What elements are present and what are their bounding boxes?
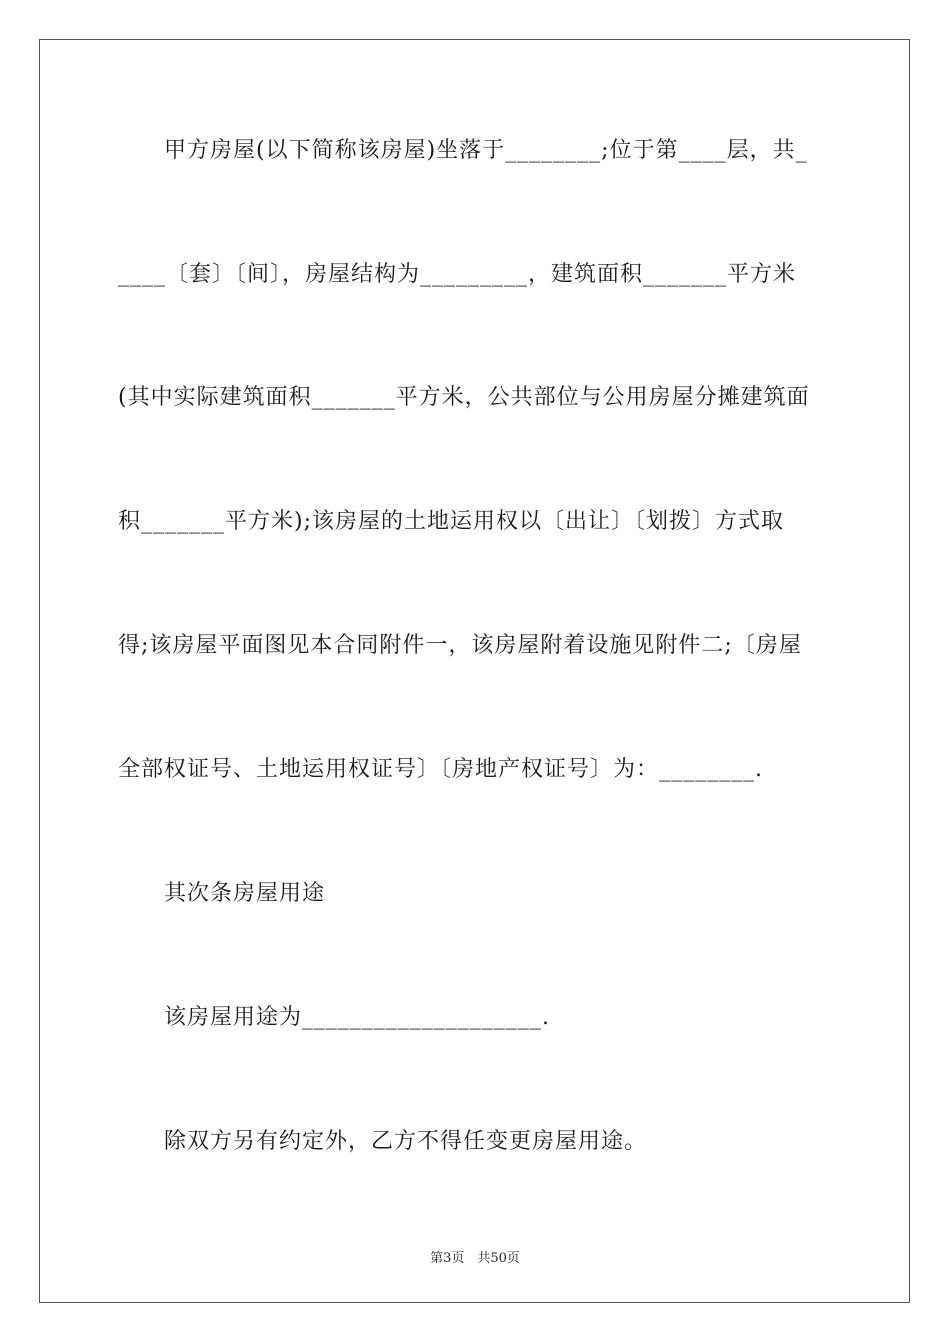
paragraph-line-4: 积_______平方米);该房屋的土地运用权以〔出让〕〔划拨〕方式取 — [118, 509, 784, 534]
paragraph-line-6: 全部权证号、土地运用权证号〕〔房地产权证号〕为：________. — [118, 757, 763, 782]
paragraph-line-2: ____〔套〕〔间〕，房屋结构为_________，建筑面积_______平方米 — [118, 262, 797, 287]
page-frame — [39, 39, 910, 1303]
section-heading: 其次条房屋用途 — [164, 881, 326, 906]
paragraph-line-1: 甲方房屋(以下简称该房屋)坐落于________;位于第____层，共_ — [164, 138, 808, 163]
restriction-line: 除双方另有约定外，乙方不得任变更房屋用途。 — [164, 1129, 648, 1154]
page-footer: 第3页 共50页 — [430, 1251, 520, 1266]
paragraph-line-5: 得;该房屋平面图见本合同附件一，该房屋附着设施见附件二;〔房屋 — [118, 633, 802, 658]
usage-line: 该房屋用途为____________________. — [164, 1005, 550, 1030]
paragraph-line-3: (其中实际建筑面积_______平方米，公共部位与公用房屋分摊建筑面 — [118, 385, 810, 410]
